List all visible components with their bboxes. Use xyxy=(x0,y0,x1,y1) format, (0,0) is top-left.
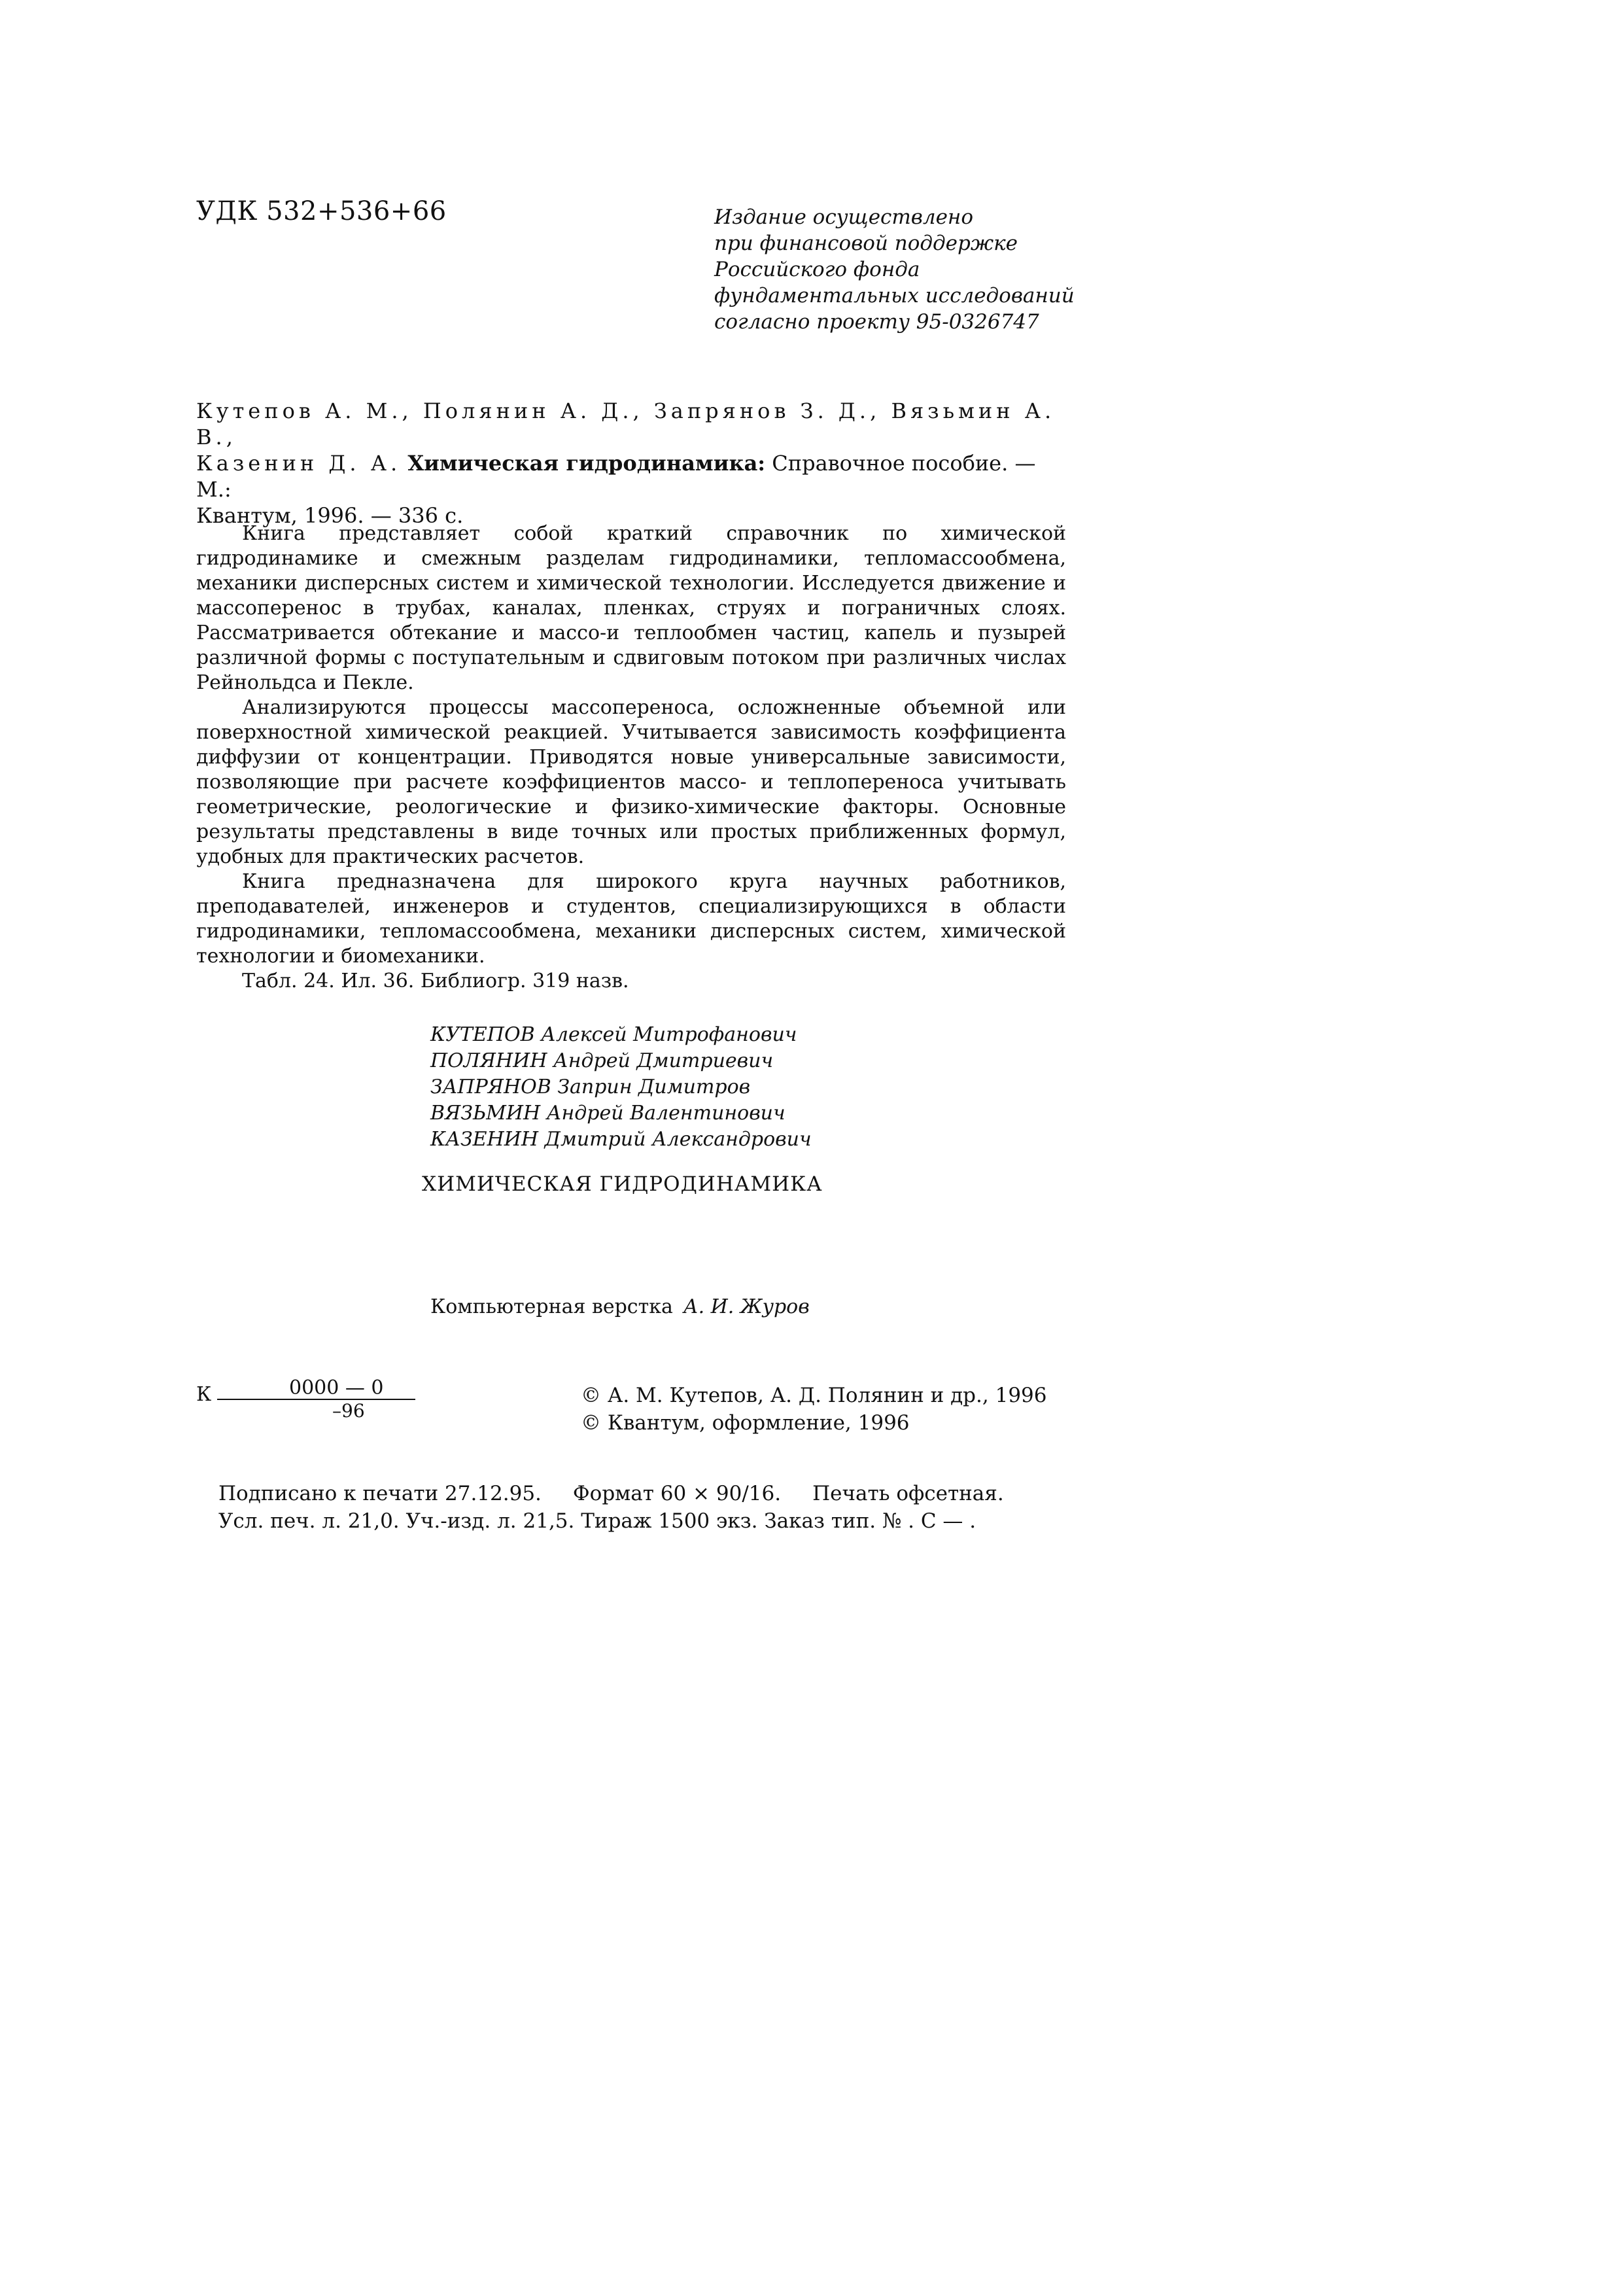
author-name: ВЯЗЬМИН Андрей Валентинович xyxy=(430,1102,786,1125)
udk-code: УДК 532+536+66 xyxy=(196,196,447,226)
abstract-paragraph: Книга предназначена для широкого круга научных работников, преподавателей, инженеров и студентов, специализирующихся в области гидродинамики, тепломассообмена, механики дисперсных систем, химической технологии и биомеханики. xyxy=(196,870,1066,968)
biblio-line-3: Квантум, 1996. — 336 с. xyxy=(196,503,464,528)
biblio-authors: Кутепов А. М., Полянин А. Д., Запрянов З. Д., Вязьмин А. В., xyxy=(196,398,1056,449)
copyright-line: © Квантум, оформление, 1996 xyxy=(581,1411,910,1435)
authors-full-list xyxy=(430,1022,812,1153)
typesetting-label: Компьютерная верстка xyxy=(430,1295,673,1318)
index-denominator: –96 xyxy=(332,1400,365,1422)
funding-note xyxy=(714,204,1146,335)
biblio-type: Справочное пособие. — М.: xyxy=(196,451,1036,502)
imprint-format: Формат 60 × 90/16. xyxy=(572,1482,782,1505)
index-numerator: 0000 — 0 xyxy=(289,1376,384,1399)
abstract-stats: Табл. 24. Ил. 36. Библиогр. 319 назв. xyxy=(242,970,629,992)
catalog-index xyxy=(196,1376,419,1435)
copyright-line: © А. М. Кутепов, А. Д. Полянин и др., 1996 xyxy=(581,1384,1047,1407)
biblio-line-2 xyxy=(196,450,1066,502)
author-name: КУТЕПОВ Алексей Митрофанович xyxy=(430,1023,797,1046)
biblio-last-author: Казенин Д. А. xyxy=(196,451,402,476)
funding-line: Издание осуществлено xyxy=(714,205,974,229)
author-name: ЗАПРЯНОВ Заприн Димитров xyxy=(430,1076,751,1098)
abstract-paragraph: Анализируются процессы массопереноса, осложненные объемной или поверхностной химической реакцией. Учитывается зависимость коэффициента диффузии от концентрации. Приводятся новые универсальные зависимости, позволяющие при расчете коэффициентов массо- и теплопереноса учитывать геометрические, реологические и физико-химические факторы. Основные результаты представлены в виде точных или простых приближенных формул, удобных для практических расчетов. xyxy=(196,696,1066,868)
imprint-line-2: Усл. печ. л. 21,0. Уч.-изд. л. 21,5. Тираж 1500 экз. Заказ тип. № . С — . xyxy=(218,1509,976,1533)
typesetting-name: А. И. Журов xyxy=(683,1295,810,1318)
abstract xyxy=(196,521,1066,994)
imprint-print: Печать офсетная. xyxy=(812,1482,1004,1505)
imprint-block xyxy=(218,1480,1043,1535)
imprint-signed: Подписано к печати 27.12.95. xyxy=(218,1482,542,1505)
typesetting-credit xyxy=(430,1295,810,1318)
funding-line: фундаментальных исследований xyxy=(714,284,1075,307)
author-name: КАЗЕНИН Дмитрий Александрович xyxy=(430,1128,812,1151)
book-title: ХИМИЧЕСКАЯ ГИДРОДИНАМИКА xyxy=(422,1172,823,1196)
imprint-line-1 xyxy=(218,1480,1043,1507)
funding-line: согласно проекту 95-0326747 xyxy=(714,310,1039,334)
funding-line: Российского фонда xyxy=(714,258,920,281)
bibliographic-entry xyxy=(196,398,1066,529)
biblio-title: Химическая гидродинамика: xyxy=(407,451,766,476)
funding-line: при финансовой поддержке xyxy=(714,232,1018,255)
author-name: ПОЛЯНИН Андрей Дмитриевич xyxy=(430,1049,774,1072)
abstract-paragraph: Книга представляет собой краткий справочник по химической гидродинамике и смежным разделам гидродинамики, тепломассообмена, механики дисперсных систем и химической технологии. Исследуется движение и массоперенос в трубах, каналах, пленках, струях и пограничных слоях. Рассматривается обтекание и массо-и теплообмен частиц, капель и пузырей различной формы с поступательным и сдвиговым потоком при различных числах Рейнольдса и Пекле. xyxy=(196,522,1066,694)
biblio-line-1 xyxy=(196,398,1066,450)
copyright-block xyxy=(581,1382,1047,1437)
index-letter: К xyxy=(196,1383,212,1406)
